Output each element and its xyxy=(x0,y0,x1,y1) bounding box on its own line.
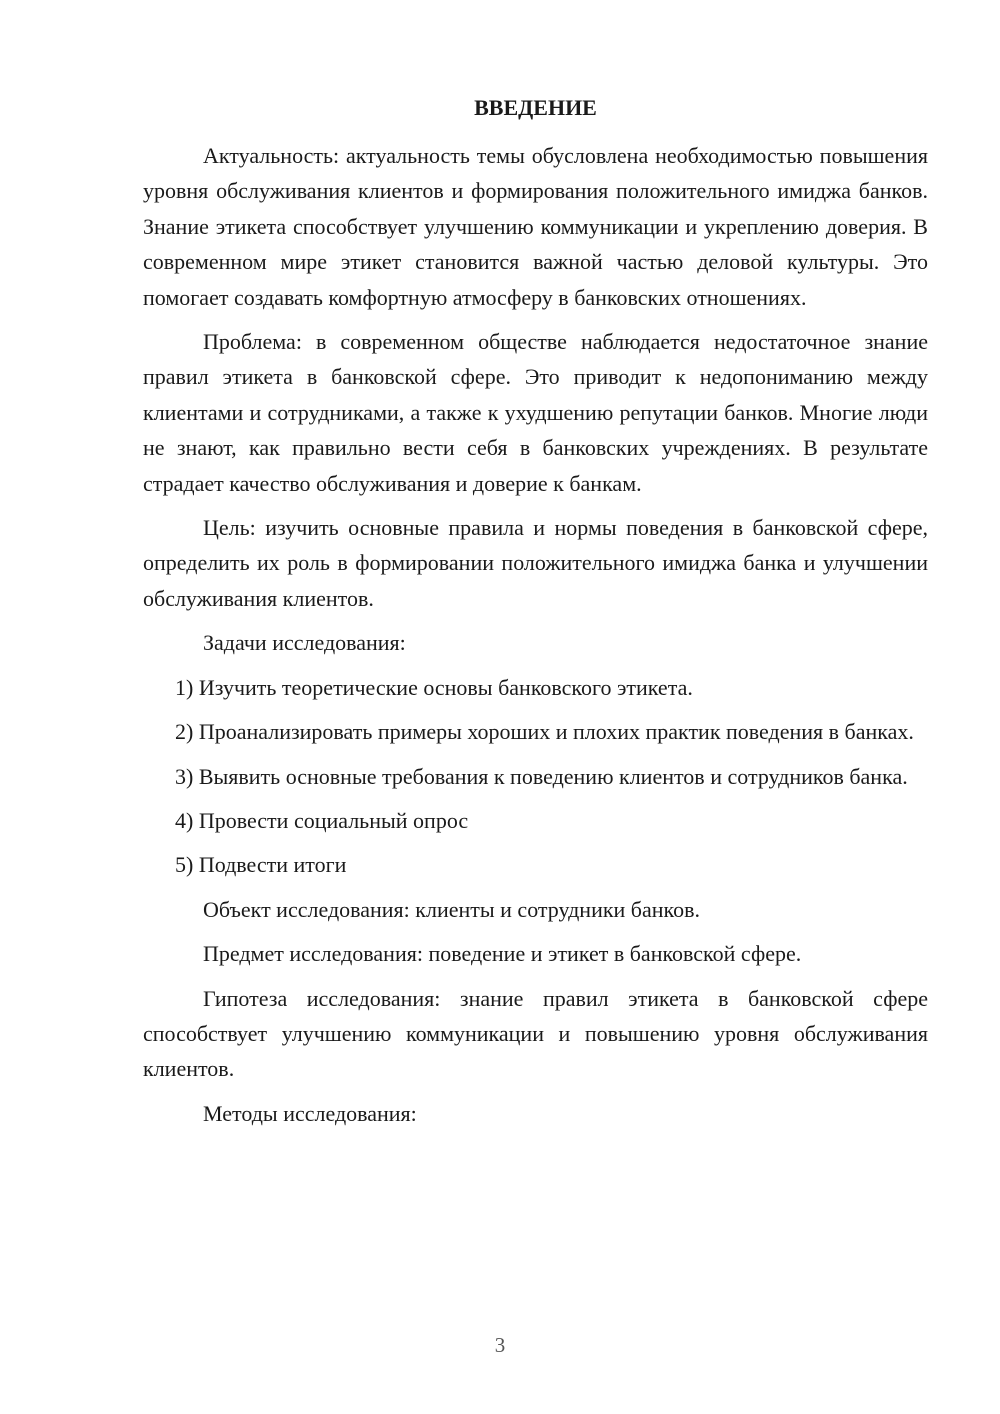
paragraph-tasks-heading: Задачи исследования: xyxy=(203,630,406,656)
document-page xyxy=(143,88,928,1140)
paragraph-methods-heading: Методы исследования: xyxy=(203,1100,417,1126)
paragraph-relevance: Актуальность: актуальность темы обусловлена необходимостью повышения уровня обслуживания клиентов и формирования положительного имиджа банков. Знание этикета способствует улучшению коммуникации и укреплению доверия. В современном мире этикет становится важной частью деловой культуры. Это помогает создавать комфортную атмосферу в банковских отношениях. xyxy=(143,143,928,310)
paragraph-hypothesis: Гипотеза исследования: знание правил этикета в банковской сфере способствует улучшению коммуникации и повышению уровня обслуживания клиентов. xyxy=(143,985,928,1082)
task-item-1: 1) Изучить теоретические основы банковского этикета. xyxy=(175,674,693,700)
section-title: ВВЕДЕНИЕ xyxy=(474,95,597,120)
paragraph-goal: Цель: изучить основные правила и нормы поведения в банковской сфере, определить их роль в формировании положительного имиджа банка и улучшении обслуживания клиентов. xyxy=(143,515,928,611)
task-item-2: 2) Проанализировать примеры хороших и плохих практик поведения в банках. xyxy=(175,719,914,745)
paragraph-problem: Проблема: в современном обществе наблюдается недостаточное знание правил этикета в банковской сфере. Это приводит к недопониманию между клиентами и сотрудниками, а также к ухудшению репутации банков. Многие люди не знают, как правильно вести себя в банковских учреждениях. В результате страдает качество обслуживания и доверие к банкам. xyxy=(143,329,928,496)
task-item-3: 3) Выявить основные требования к поведению клиентов и сотрудников банка. xyxy=(175,763,908,789)
page-number: 3 xyxy=(494,1333,506,1357)
paragraph-object: Объект исследования: клиенты и сотрудники банков. xyxy=(203,896,700,922)
paragraph-subject: Предмет исследования: поведение и этикет в банковской сфере. xyxy=(203,941,802,967)
task-item-5: 5) Подвести итоги xyxy=(175,852,347,878)
task-item-4: 4) Провести социальный опрос xyxy=(175,807,469,833)
